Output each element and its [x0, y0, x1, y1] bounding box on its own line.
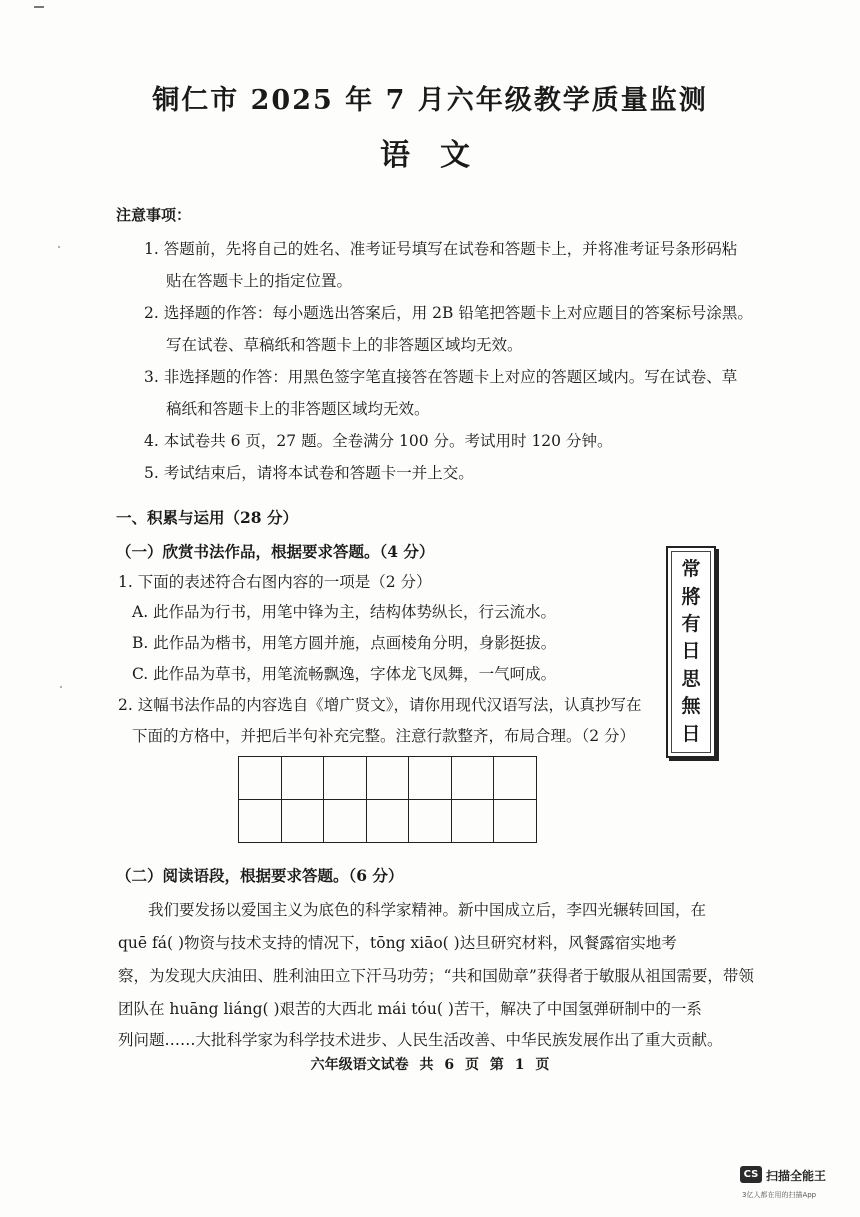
calligraphy-char: 無: [681, 695, 701, 718]
answer-cell[interactable]: [239, 800, 282, 843]
scan-mark: [34, 6, 44, 8]
question-1: 1. 下面的表述符合右图内容的一项是（2 分）: [118, 573, 432, 591]
paragraph-line: 团队在 huāng liáng( )艰苦的大西北 mái tóu( )苦干，解决了中国氢弹研制中的一系: [118, 1000, 702, 1018]
calligraphy-char: 將: [681, 585, 701, 608]
answer-cell[interactable]: [281, 757, 324, 800]
section-heading: 一、积累与运用（28 分）: [116, 508, 298, 527]
answer-grid-row: [239, 800, 537, 843]
calligraphy-char: 思: [681, 667, 701, 690]
notice-heading: 注意事项：: [116, 206, 192, 224]
scan-speck: [60, 686, 62, 688]
paragraph-line: 察，为发现大庆油田、胜利油田立下汗马功劳；“共和国勋章”获得者于敏服从祖国需要，带领: [118, 967, 754, 985]
watermark-name: 扫描全能王: [766, 1169, 827, 1183]
option-a: A. 此作品为行书，用笔中锋为主，结构体势纵长，行云流水。: [132, 603, 557, 621]
calligraphy-char: 有: [681, 613, 701, 636]
notice-line: 写在试卷、草稿纸和答题卡上的非答题区域均无效。: [166, 336, 523, 354]
scan-speck: [58, 246, 60, 248]
answer-cell[interactable]: [239, 757, 282, 800]
answer-cell[interactable]: [324, 757, 367, 800]
answer-cell[interactable]: [451, 757, 494, 800]
part-heading: （一）欣赏书法作品，根据要求答题。（4 分）: [116, 542, 435, 561]
notice-line: 稿纸和答题卡上的非答题区域均无效。: [166, 400, 430, 418]
calligraphy-char: 常: [681, 558, 701, 581]
answer-cell[interactable]: [281, 800, 324, 843]
page-footer: 六年级语文试卷 共 6 页 第 1 页: [310, 1057, 550, 1073]
answer-cell[interactable]: [366, 757, 409, 800]
calligraphy-char: 日: [681, 640, 701, 663]
paragraph-line: quē fá( )物资与技术支持的情况下，tōng xiāo( )达旦研究材料，风餐露宿实地考: [118, 934, 677, 952]
answer-grid: [238, 756, 537, 843]
calligraphy-scroll: [666, 546, 716, 758]
answer-cell[interactable]: [409, 800, 452, 843]
exam-title: 铜仁市 2025 年 7 月六年级教学质量监测: [152, 85, 708, 116]
watermark-tagline: 3亿人都在用的扫描App: [742, 1191, 817, 1199]
paragraph-line: 我们要发扬以爱国主义为底色的科学家精神。新中国成立后，李四光辗转回国，在: [148, 901, 707, 919]
paragraph-line: 列问题……大批科学家为科学技术进步、人民生活改善、中华民族发展作出了重大贡献。: [118, 1031, 723, 1049]
answer-grid-row: [239, 757, 537, 800]
answer-cell[interactable]: [451, 800, 494, 843]
answer-cell[interactable]: [494, 800, 537, 843]
answer-cell[interactable]: [494, 757, 537, 800]
notice-line: 贴在答题卡上的指定位置。: [166, 272, 353, 290]
part-heading: （二）阅读语段，根据要求答题。（6 分）: [116, 866, 404, 885]
notice-line: 2. 选择题的作答：每小题选出答案后，用 2B 铅笔把答题卡上对应题目的答案标号涂黑。: [144, 304, 753, 322]
answer-cell[interactable]: [366, 800, 409, 843]
answer-cell[interactable]: [324, 800, 367, 843]
camscanner-logo-icon: CS: [740, 1166, 762, 1183]
question-2-cont: 下面的方格中，并把后半句补充完整。注意行款整齐，布局合理。（2 分）: [132, 727, 636, 745]
notice-line: 3. 非选择题的作答：用黑色签字笔直接答在答题卡上对应的答题区域内。写在试卷、草: [144, 368, 738, 386]
exam-subject: 语文: [380, 138, 500, 173]
notice-line: 5. 考试结束后，请将本试卷和答题卡一并上交。: [144, 464, 474, 482]
option-c: C. 此作品为草书，用笔流畅飘逸，字体龙飞凤舞，一气呵成。: [132, 665, 557, 683]
question-2: 2. 这幅书法作品的内容选自《增广贤文》，请你用现代汉语写法，认真抄写在: [118, 696, 642, 714]
calligraphy-char: 日: [681, 722, 701, 745]
notice-line: 4. 本试卷共 6 页，27 题。全卷满分 100 分。考试用时 120 分钟。: [144, 432, 613, 450]
answer-cell[interactable]: [409, 757, 452, 800]
option-b: B. 此作品为楷书，用笔方圆并施，点画棱角分明，身影挺拔。: [132, 634, 557, 652]
notice-line: 1. 答题前，先将自己的姓名、准考证号填写在试卷和答题卡上，并将准考证号条形码粘: [144, 240, 738, 258]
